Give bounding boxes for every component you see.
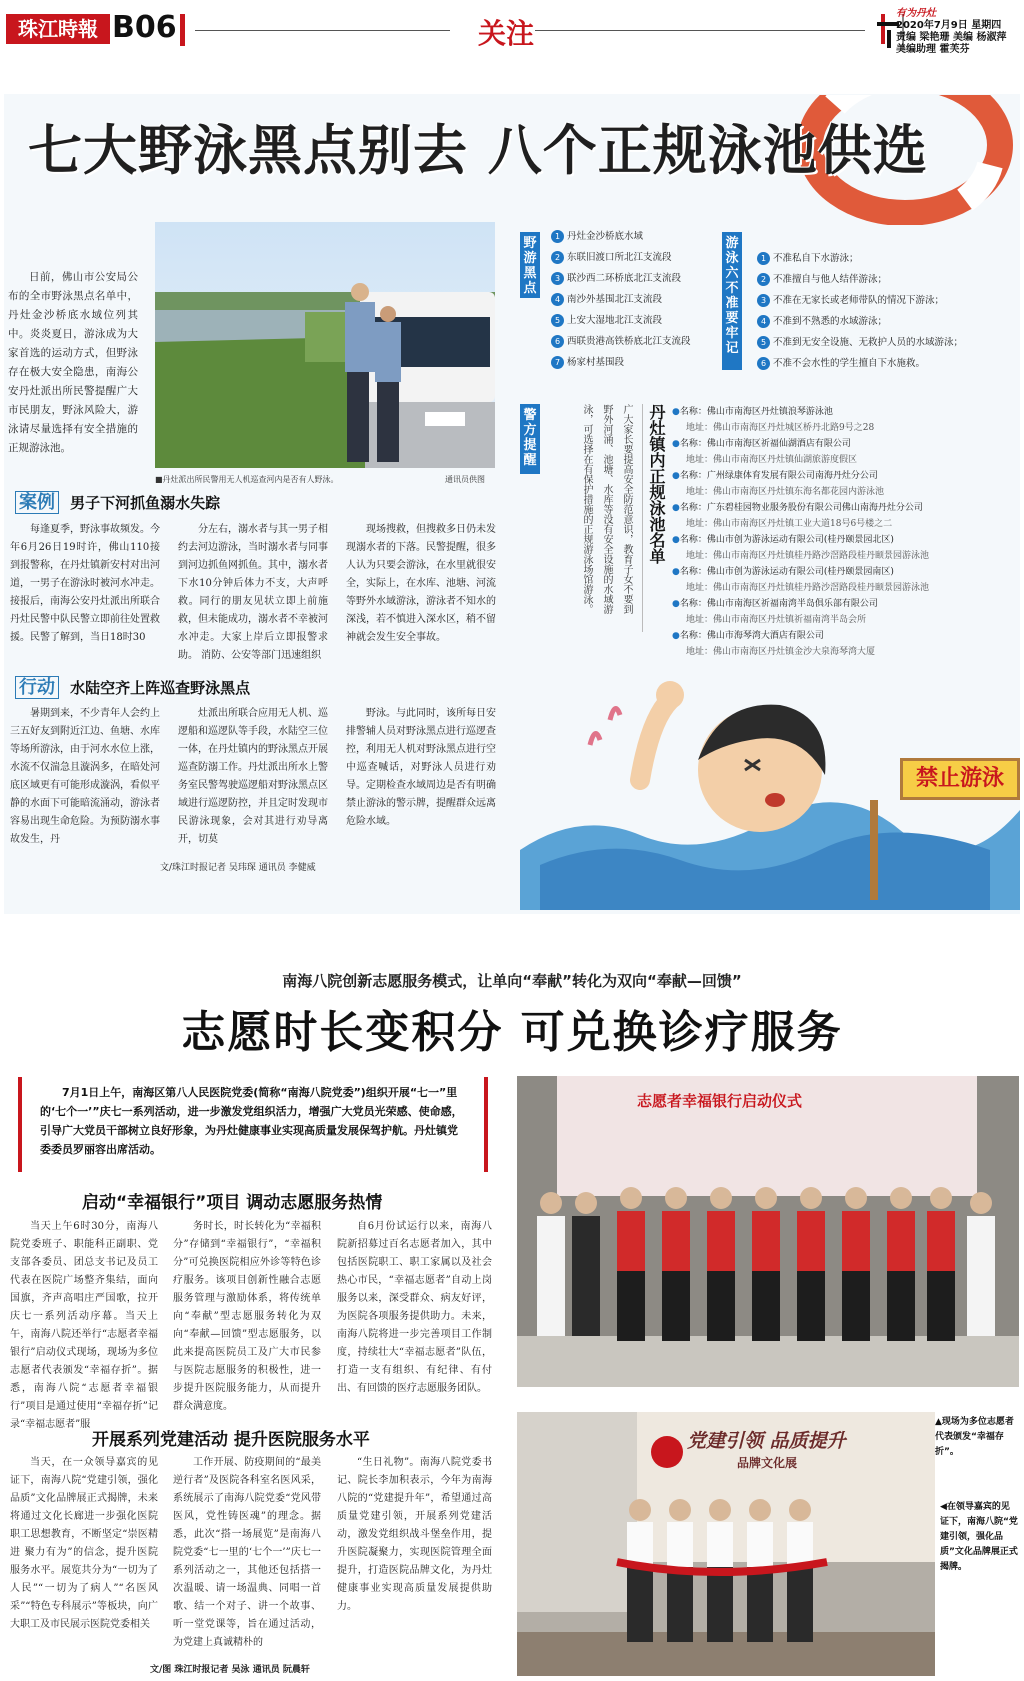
list-item: 1 不准私自下水游泳； <box>757 248 963 269</box>
story2-headline: 志愿时长变积分 可兑换诊疗服务 <box>181 1007 843 1058</box>
action-col-1: 暑期到来，不少青年人会约上三五好友到附近江边、鱼塘、水库等场所游泳，由于河水水位上涨，水流不仅湍急且漩涡多，在暗处河底区域更有可能形成漩涡，看似平静的水面下可能暗流涌动，游泳者容易出现生命危险。为预防溺水事故发生，丹 <box>10 708 160 845</box>
case-heading <box>15 488 220 514</box>
exhibition-wall-subtitle: 品牌文化展 <box>737 1456 798 1470</box>
list-item: 5 上安大湿地北江支流段 <box>551 310 691 331</box>
exhibition-wall-title: 党建引领 品质提升 <box>687 1430 846 1452</box>
drone-patrol-photo <box>155 222 495 468</box>
pool-address: 地址：佛山市南海区丹灶镇金沙大泉海琴湾大厦 <box>686 647 876 657</box>
story1-headline: 七大野泳黑点别去 八个正规泳池供选 <box>28 119 928 182</box>
page-number: B06 <box>112 10 177 45</box>
pool-name: ●名称：佛山市南海区祈福南湾半岛俱乐部有限公司 <box>672 599 878 609</box>
pools-title: 丹灶镇内正规泳池名单 <box>647 404 666 564</box>
story2-intro: 7月1日上午，南海区第八人民医院党委(简称“南海八院党委”)组织开展“七一”里的‘七个一’”庆七一系列活动，进一步激发党组织活力，增强广大党员光荣感、使命感，引导广大党员干部树立良好形象，为丹灶健康事业实现高质量发展保驾护航。丹灶镇党委委员罗丽容出席活动。 <box>18 1077 488 1172</box>
photo3-caption: ◀在领导嘉宾的见证下，南海八院“党建引领，强化品质”文化品牌展正式揭牌。 <box>940 1502 1018 1572</box>
list-item: 4 不准到不熟悉的水域游泳； <box>757 311 963 332</box>
tip-text: 广大家长要提高安全防范意识，教育子女不要到野外河涌、池塘、水库等没有安全设施的水域游泳，可选择在有保护措施的正规游泳场馆游泳。 <box>581 404 632 614</box>
header-rule-left <box>195 30 450 31</box>
list-item: 6 不准不会水性的学生擅自下水施救。 <box>757 353 963 374</box>
volunteer-ceremony-photo <box>517 1076 1019 1387</box>
photo1-credit: 通讯员供图 <box>445 475 485 484</box>
list-item: 1 丹灶金沙桥底水域 <box>551 226 691 247</box>
pool-address: 地址：佛山市南海区丹灶城区桥丹北路9号之28 <box>686 423 875 433</box>
list-item: 2 东联旧渡口所北江支流段 <box>551 247 691 268</box>
sub2-col-1: 当天，在一众领导嘉宾的见证下，南海八院“党建引领，强化品质”文化品牌展正式揭牌，未来将通过文化长廊进一步强化医院职工思想教育，不断坚定“崇医精进 聚力有为”的信念，提升医院服务水平。展览共分为“一切为了人民”“一切为了病人”“名医风采”“特色专科展示”等板块，向广大职工及市民展示医院党委相关 <box>10 1457 158 1630</box>
action-heading <box>15 673 250 699</box>
story1-byline: 文/珠江时报记者 吴玮琛 通讯员 李健威 <box>160 863 316 873</box>
exhibition-unveiling-photo <box>517 1412 935 1676</box>
pool-name: ●名称：佛山市南海区丹灶镇浪琴游泳池 <box>672 407 833 417</box>
case-col-1: 每逢夏季，野泳事故频发。今年6月26日19时许，佛山110接到报警称，在丹灶镇新安村对出河道，一男子在游泳时被河水冲走。接报后，南海公安丹灶派出所联合丹灶民警中队民警立即前往处置救援。民警了解到，当日18时30 <box>10 524 160 643</box>
pool-name: ●名称：广东碧桂园物业服务股份有限公司佛山南海丹灶分公司 <box>672 503 923 513</box>
list-item: 4 南沙外基围北江支流段 <box>551 289 691 310</box>
sub1-col-1: 当天上午6时30分，南海八院党委班子、职能科正副职、党支部各委员、团总支书记及员工代表在医院广场整齐集结，面向国旗，齐声高唱庄严国歌，拉开庆七一系列活动序幕。当天上午，南海八院还举行“志愿者幸福银行”启动仪式现场，现场为多位志愿者代表颁发“幸福存折”。据悉，南海八院“志愿者幸福银行”项目是通过使用“幸福存折”记录“幸福志愿者”服 <box>10 1221 158 1430</box>
story2-subhead-2: 开展系列党建活动 提升医院服务水平 <box>92 1430 370 1450</box>
case-tag: 案例 <box>15 491 59 514</box>
assistant-line: 美编助理 霍芙芬 <box>896 44 970 55</box>
ceremony-scene <box>517 1076 1019 1387</box>
pool-name: ●名称：广州绿康体育发展有限公司南海丹灶分公司 <box>672 471 878 481</box>
list-item: 3 不准在无家长或老师带队的情况下游泳； <box>757 290 963 311</box>
pool-address: 地址：佛山市南海区丹灶镇工业大道18号6号楼之二 <box>686 519 893 529</box>
pool-address: 地址：佛山市南海区丹灶镇桂丹路沙滘路段桂丹颐景园游泳池 <box>686 551 930 561</box>
list-item: 5 不准到无安全设施、无救护人员的水域游泳； <box>757 332 963 353</box>
pool-address: 地址：佛山市南海区丹灶镇仙湖旅游度假区 <box>686 455 858 465</box>
sub1-col-2: 务时长，时长转化为“幸福积分”存储到“幸福银行”，“幸福积分”可兑换医院相应外诊等特色诊疗服务。该项目创新性融合志愿服务管理与激励体系，将传统单向“奉献”型志愿服务转化为双向“奉献—回馈”型志愿服务，以此来提高医院员工及广大市民参与医院志愿服务的积极性，进一步提升医院服务能力，从而提升群众满意度。 <box>173 1221 321 1412</box>
header-meta <box>896 8 1006 56</box>
rules-list <box>757 248 963 374</box>
story1-intro: 日前，佛山市公安局公布的全市野泳黑点名单中，丹灶金沙桥底水域位列其中。炎炎夏日，游泳成为大家首选的运动方式，但野泳存在极大安全隐患，南海公安丹灶派出所民警提醒广大市民朋友，野泳风险大，游泳请尽量选择有安全措施的正规游泳池。 <box>8 271 138 454</box>
story2-kicker: 南海八院创新志愿服务模式，让单向“奉献”转化为双向“奉献—回馈” <box>282 972 742 990</box>
pool-address: 地址：佛山市南海区丹灶镇祈福南湾半岛会所 <box>686 615 867 625</box>
tip-label: 警方提醒 <box>520 404 540 474</box>
editor-line: 责编 梁艳珊 美编 杨淑萍 <box>896 32 1007 43</box>
sub2-col-2: 工作开展、防疫期间的“最美逆行者”及医院各科室名医风采，系统展示了南海八院党委“党风带医风，党性铸医魂”的理念。据悉，此次“搭一场展览”是南海八院党委“七一里的‘七个一’”庆七一系列活动之一，其他还包括搭一次温暖、请一场温典、同唱一首歌、结一个对子、讲一个故事、听一堂党课等，旨在通过活动，为党建上真诚精朴的 <box>173 1457 321 1648</box>
pool-name: ●名称：佛山市创为游泳运动有限公司(桂丹颐景园南区) <box>672 567 894 577</box>
pool-name: ●名称：佛山市创为游泳运动有限公司(桂丹颐景园北区) <box>672 535 894 545</box>
list-item: 7 杨家村基围段 <box>551 352 691 373</box>
photo2-caption: ▲现场为多位志愿者代表颁发“幸福存折”。 <box>935 1417 1014 1457</box>
header-rule-right <box>535 30 865 31</box>
case-title: 男子下河抓鱼溺水失踪 <box>70 494 221 512</box>
case-col-3: 现场搜救，但搜救多日仍未发现溺水者的下落。民警提醒，很多人认为只要会游泳，在水里就很安全，实际上，在水库、池塘、河流等野外水域游泳，游泳者不知水的深浅，若不慎进入深水区，稍不留神就会发生安全事故。 <box>346 524 496 643</box>
pool-name: ●名称：佛山市南海区祈福仙湖酒店有限公司 <box>672 439 851 449</box>
pool-address: 地址：佛山市南海区丹灶镇东海名都花园内游泳池 <box>686 487 885 497</box>
story2-byline: 文/图 珠江时报记者 吴泳 通讯员 阮晨轩 <box>150 1665 310 1675</box>
list-item: 2 不准擅自与他人结伴游泳； <box>757 269 963 290</box>
action-col-3: 野泳。与此同时，该所每日安排警辅人员对野泳黑点进行巡逻查控，利用无人机对野泳黑点进行空中巡查喊话，对野泳人员进行劝导。定期检查水域周边是否有明确禁止游泳的警示牌，提醒群众远离危险水域。 <box>346 708 496 827</box>
section-title: 关注 <box>478 17 535 50</box>
action-title: 水陆空齐上阵巡查野泳黑点 <box>70 679 251 697</box>
photo1-caption: ■丹灶派出所民警用无人机巡查河内是否有人野泳。 <box>155 475 339 484</box>
date-line: 2020年7月9日 星期四 <box>896 20 1002 31</box>
no-swimming-sign: 禁止游泳 <box>900 758 1020 800</box>
sub1-col-3: 自6月份试运行以来，南海八院新招募过百名志愿者加入，其中包括医院职工、职工家属以及社会热心市民，“幸福志愿者”自动上岗服务以来，深受群众、病友好评，为医院各项服务提供助力。未来，南海八院将进一步完善项目工作制度，持续壮大“幸福志愿者”队伍，打造一支有组织、有纪律、有付出、有回馈的医疗志愿服务团队。 <box>337 1221 492 1394</box>
sub2-col-3: “生日礼物”。南海八院党委书记、院长李加积表示，今年为南海八院的“党建提升年”，希望通过高质量党建引领，开展系列党建活动，激发党组织战斗堡垒作用，提升医院凝聚力，实现医院管理全面提升，打造医院品牌文化，为丹灶健康事业实现高质量发展提供助力。 <box>337 1457 492 1612</box>
edition-name: 有为丹灶 <box>896 8 936 19</box>
pool-name: ●名称：佛山市海琴湾大酒店有限公司 <box>672 631 824 641</box>
blackspots-list <box>551 226 691 373</box>
list-item: 3 联沙西二环桥底北江支流段 <box>551 268 691 289</box>
pool-address: 地址：佛山市南海区丹灶镇桂丹路沙滘路段桂丹颐景园游泳池 <box>686 583 930 593</box>
case-col-2: 分左右，溺水者与其一男子相约去河边游泳，当时溺水者与同事到河边抓鱼网抓鱼。其中，溺水者下水10分钟后体力不支，大声呼救。同行的朋友见状立即上前施救，但未能成功，溺水者不幸被河水冲走。大家上岸后立即报警求助。 消防、公安等部门迅速组织 <box>178 524 328 661</box>
blackspots-label: 野游黑点 <box>520 232 540 298</box>
masthead-logo: 珠江時報 <box>6 14 110 44</box>
rules-label: 游泳 六不准 要牢记 <box>722 232 742 370</box>
header-divider <box>180 14 185 46</box>
pools-list <box>672 404 929 660</box>
action-tag: 行动 <box>15 676 59 699</box>
action-col-2: 灶派出所联合应用无人机、巡逻船和巡逻队等手段，水陆空三位一体，在丹灶镇内的野泳黑点开展巡查防溺工作。丹灶派出所水上警务室民警驾驶巡逻船对野泳黑点区域进行巡逻防控，并且定时发现市民游泳现象，会对其进行劝导离开，切莫 <box>178 708 328 845</box>
list-item: 6 西联贵港高铁桥底北江支流段 <box>551 331 691 352</box>
ceremony-banner: 志愿者幸福银行启动仪式 <box>637 1092 803 1110</box>
story2-subhead-1: 启动“幸福银行”项目 调动志愿服务热情 <box>82 1193 383 1213</box>
